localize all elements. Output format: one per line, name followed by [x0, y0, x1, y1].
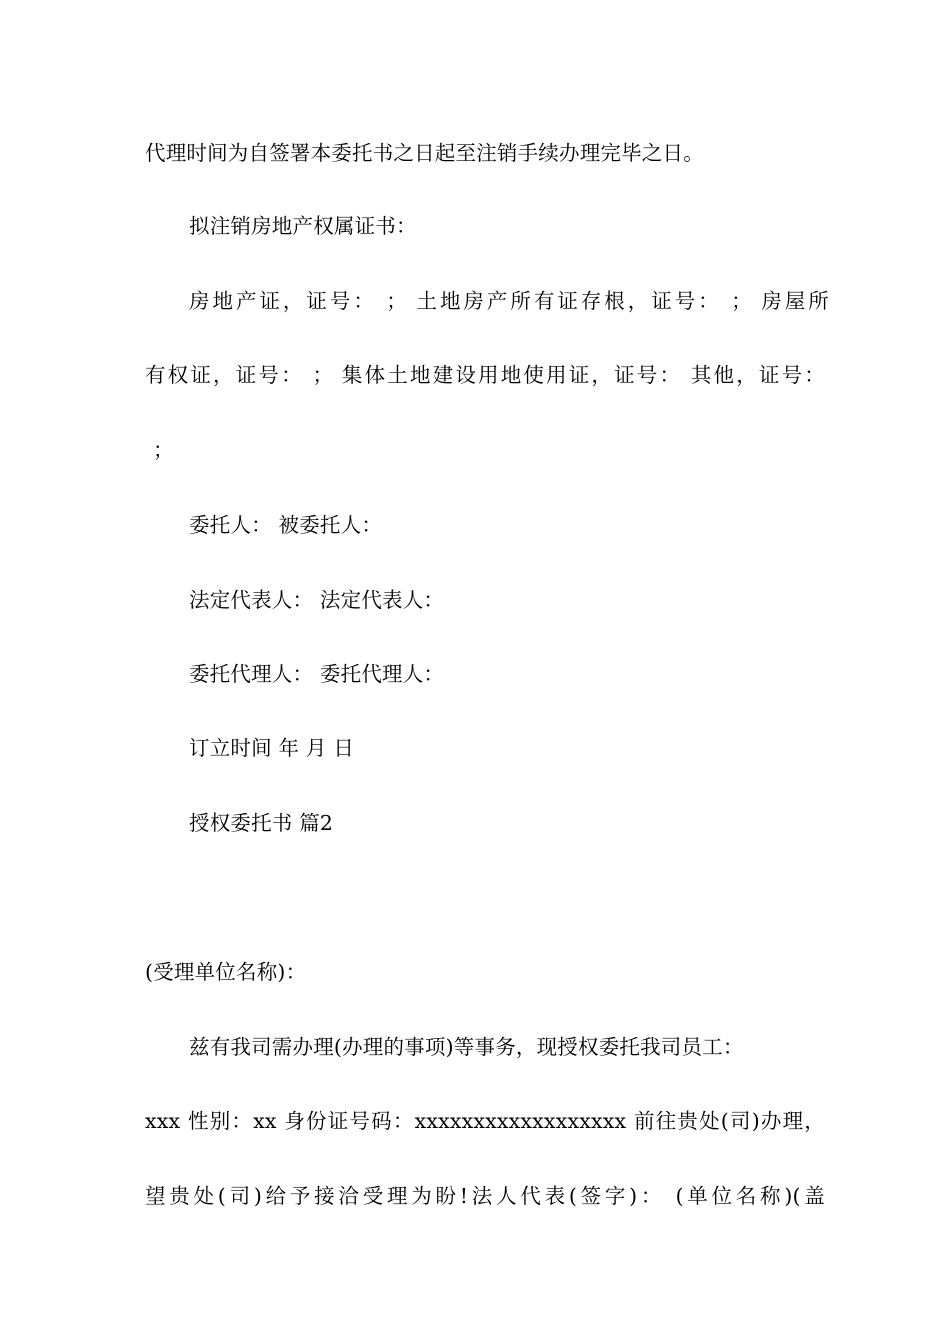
- paragraph-line: 拟注销房地产权属证书：: [189, 214, 417, 238]
- paragraph-line: 兹有我司需办理(办理的事项)等事务，现授权委托我司员工：: [189, 1035, 744, 1059]
- paragraph-line: ；: [153, 438, 174, 462]
- paragraph-line: 房地产证，证号： ； 土地房产所有证存根，证号： ； 房屋所: [189, 289, 829, 313]
- paragraph-line: 有权证，证号： ； 集体土地建设用地使用证，证号： 其他，证号：: [145, 363, 825, 387]
- paragraph-line: 订立时间 年 月 日: [189, 736, 355, 760]
- section-heading: 授权委托书 篇2: [189, 811, 334, 835]
- paragraph-line: 委托人： 被委托人：: [189, 513, 383, 537]
- paragraph-line: 法定代表人： 法定代表人：: [189, 588, 445, 612]
- paragraph-line: xxx 性别：xx 身份证号码：xxxxxxxxxxxxxxxxxx 前往贵处(司)办理，: [145, 1109, 825, 1133]
- paragraph-line: 委托代理人： 委托代理人：: [189, 662, 445, 686]
- paragraph-line: 代理时间为自签署本委托书之日起至注销手续办理完毕之日。: [145, 141, 704, 165]
- paragraph-line: 望贵处(司)给予接洽受理为盼!法人代表(签字)： (单位名称)(盖: [145, 1184, 825, 1208]
- paragraph-line: (受理单位名称)：: [145, 960, 307, 984]
